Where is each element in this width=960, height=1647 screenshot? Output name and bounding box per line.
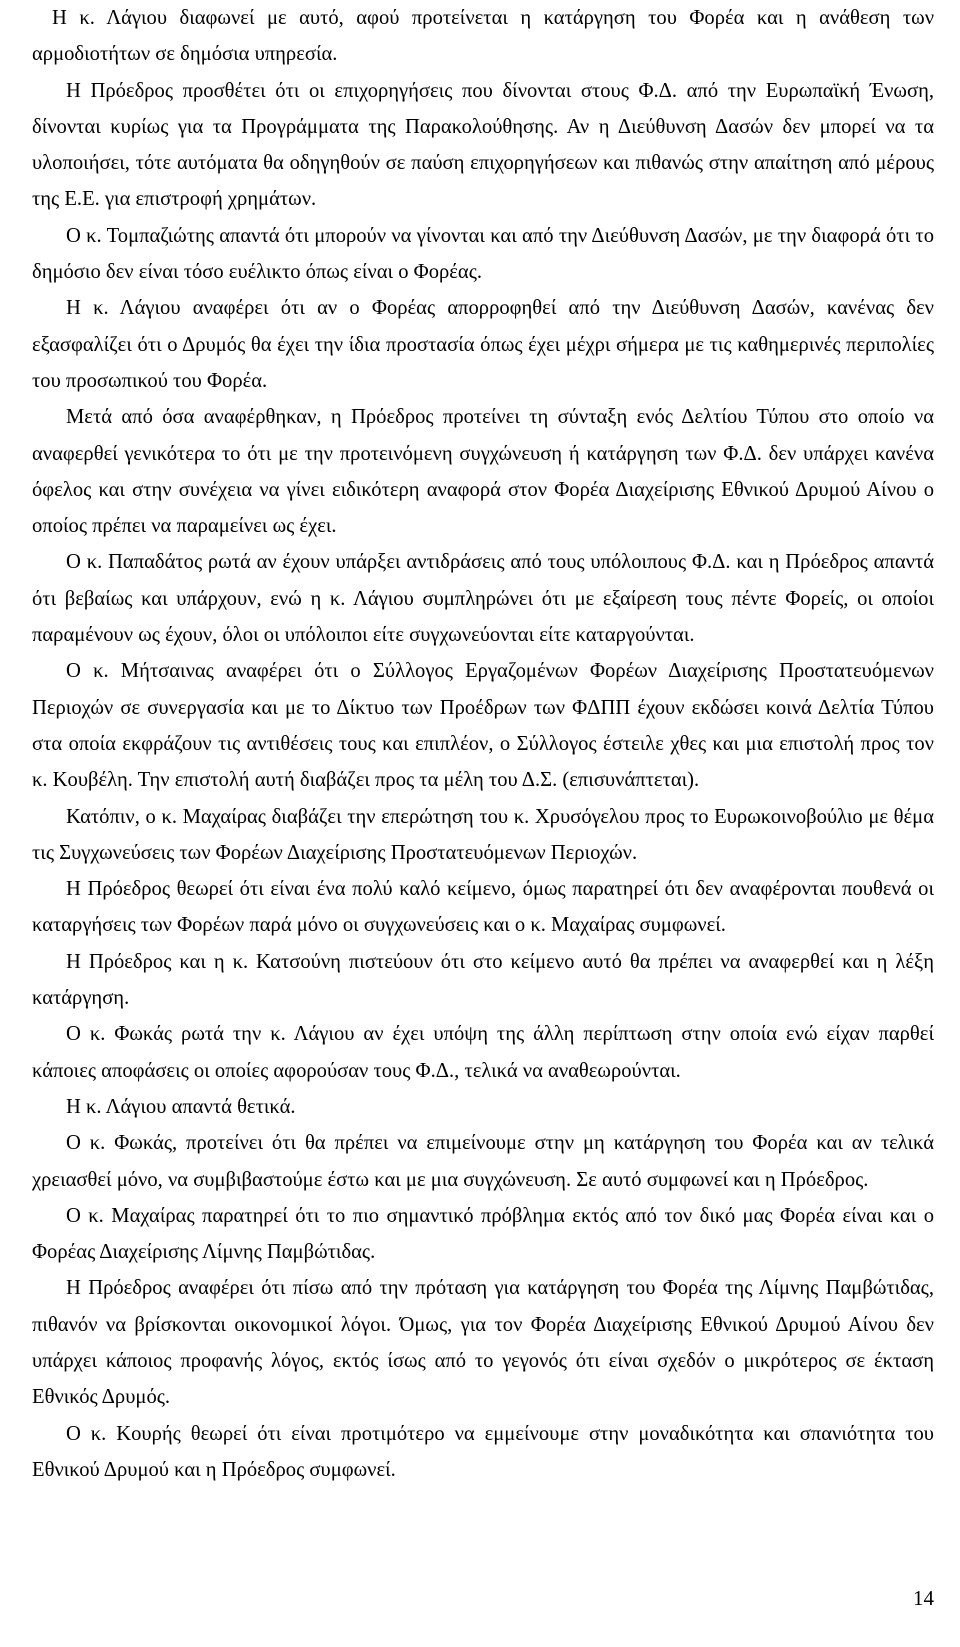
paragraph-president-comment: Η Πρόεδρος θεωρεί ότι είναι ένα πολύ καλό κείμενο, όμως παρατηρεί ότι δεν αναφέρονται πουθενά οι καταργήσεις των Φορέων παρά μόνο οι συγχωνεύσεις και ο κ. Μαχαίρας συμφωνεί.: [32, 878, 934, 937]
minutes-text: [32, 0, 934, 1488]
paragraph-president-funding: Η Πρόεδρος προσθέτει ότι οι επιχορηγήσεις που δίνονται στους Φ.Δ. από την Ευρωπαϊκή Ένωση, δίνονται κυρίως για τα Προγράμματα της Παρακολούθησης. Αν η Διεύθυνση Δασών δεν μπορεί να τα υλοποιήσει, τότε αυτόματα θα οδηγηθούν σε παύση επιχορηγήσεων και πιθανώς στην απαίτηση από μέρους της Ε.Ε. για επιστροφή χρημάτων.: [32, 79, 934, 211]
paragraph-president-reasons: Η Πρόεδρος αναφέρει ότι πίσω από την πρόταση για κατάργηση του Φορέα της Λίμνης Παμβώτιδας, πιθανόν να βρίσκονται οικονομικοί λόγοι. Όμως, για τον Φορέα Διαχείρισης Εθνικού Δρυμού Αίνου δεν υπάρχει κάποιος προφανής λόγος, εκτός ίσως από το γεγονός ότι είναι σχεδόν ο μικρότερος σε έκταση Εθνικός Δρυμός.: [32, 1277, 934, 1409]
paragraph-papadatos-question: Ο κ. Παπαδάτος ρωτά αν έχουν υπάρξει αντιδράσεις από τους υπόλοιπους Φ.Δ. και η Πρόεδρος απαντά ότι βεβαίως και υπάρχουν, ενώ η κ. Λάγιου συμπληρώνει ότι με εξαίρεση τους πέντε Φορείς, οι οποίοι παραμένουν ως έχουν, όλοι οι υπόλοιποι είτε συγχωνεύονται είτε καταργούνται.: [32, 551, 934, 647]
paragraph-machairas-reads: Κατόπιν, ο κ. Μαχαίρας διαβάζει την επερώτηση του κ. Χρυσόγελου προς το Ευρωκοινοβούλιο με θέμα τις Συγχωνεύσεις των Φορέων Διαχείρισης Προστατευόμενων Περιοχών.: [32, 805, 934, 864]
paragraph-lagiou-answer: Η κ. Λάγιου απαντά θετικά.: [66, 1095, 296, 1118]
paragraph-katsouni-abolition: Η Πρόεδρος και η κ. Κατσούνη πιστεύουν ότι στο κείμενο αυτό θα πρέπει να αναφερθεί και η λέξη κατάργηση.: [32, 950, 934, 1010]
paragraph-tompaziotis-reply: Ο κ. Τομπαζιώτης απαντά ότι μπορούν να γίνονται και από την Διεύθυνση Δασών, με την διαφορά ότι το δημόσιο δεν είναι τόσο ευέλικτο όπως είναι ο Φορέας.: [32, 224, 934, 284]
paragraph-press-release-proposal: Μετά από όσα αναφέρθηκαν, η Πρόεδρος προτείνει τη σύνταξη ενός Δελτίου Τύπου στο οποίο να αναφερθεί γενικότερα το ότι με την προτεινόμενη συγχώνευση ή κατάργηση των Φ.Δ. δεν υπάρχει κανένα όφελος και στην συνέχεια να γίνει ειδικότερη αναφορά στον Φορέα Διαχείρισης Εθνικού Δρυμού Αίνου ο οποίος πρέπει να παραμείνει ως έχει.: [32, 406, 934, 538]
paragraph-mitsainas-letter: Ο κ. Μήτσαινας αναφέρει ότι ο Σύλλογος Εργαζομένων Φορέων Διαχείρισης Προστατευόμενων Περιοχών σε συνεργασία και με το Δίκτυο των Προέδρων των ΦΔΠΠ έχουν εκδώσει κοινά Δελτία Τύπου στα οποία εκφράζουν τις αντιθέσεις τους και επιπλέον, ο Σύλλογος έστειλε χθες και μια επιστολή προς τον κ. Κουβέλη. Την επιστολή αυτή διαβάζει προς τα μέλη του Δ.Σ. (επισυνάπτεται).: [32, 660, 934, 792]
paragraph-machairas-pamvotida: Ο κ. Μαχαίρας παρατηρεί ότι το πιο σημαντικό πρόβλημα εκτός από τον δικό μας Φορέα είναι και ο Φορέας Διαχείρισης Λίμνης Παμβώτιδας.: [32, 1204, 934, 1264]
paragraph-lagiou-disagrees: Η κ. Λάγιου διαφωνεί με αυτό, αφού προτείνεται η κατάργηση του Φορέα και η ανάθεση των αρμοδιοτήτων σε δημόσια υπηρεσία.: [32, 7, 934, 66]
paragraph-fokas-question: Ο κ. Φωκάς ρωτά την κ. Λάγιου αν έχει υπόψη της άλλη περίπτωση στην οποία ενώ είχαν παρθεί κάποιες αποφάσεις οι οποίες αφορούσαν τους Φ.Δ., τελικά να αναθεωρούνται.: [32, 1023, 934, 1082]
paragraph-kouris-uniqueness: Ο κ. Κουρής θεωρεί ότι είναι προτιμότερο να εμμείνουμε στην μοναδικότητα και σπανιότητα του Εθνικού Δρυμού και η Πρόεδρος συμφωνεί.: [32, 1422, 934, 1481]
paragraph-fokas-proposal: Ο κ. Φωκάς, προτείνει ότι θα πρέπει να επιμείνουμε στην μη κατάργηση του Φορέα και αν τελικά χρειασθεί μόνο, να συμβιβαστούμε έστω και με μια συγχώνευση. Σε αυτό συμφωνεί και η Πρόεδρος.: [32, 1132, 934, 1191]
paragraph-lagiou-protection: Η κ. Λάγιου αναφέρει ότι αν ο Φορέας απορροφηθεί από την Διεύθυνση Δασών, κανένας δεν εξασφαλίζει ότι ο Δρυμός θα έχει την ίδια προστασία όπως έχει μέχρι σήμερα με τις καθημερινές περιπολίες του προσωπικού του Φορέα.: [32, 297, 934, 392]
page-number: 14: [913, 1586, 934, 1610]
